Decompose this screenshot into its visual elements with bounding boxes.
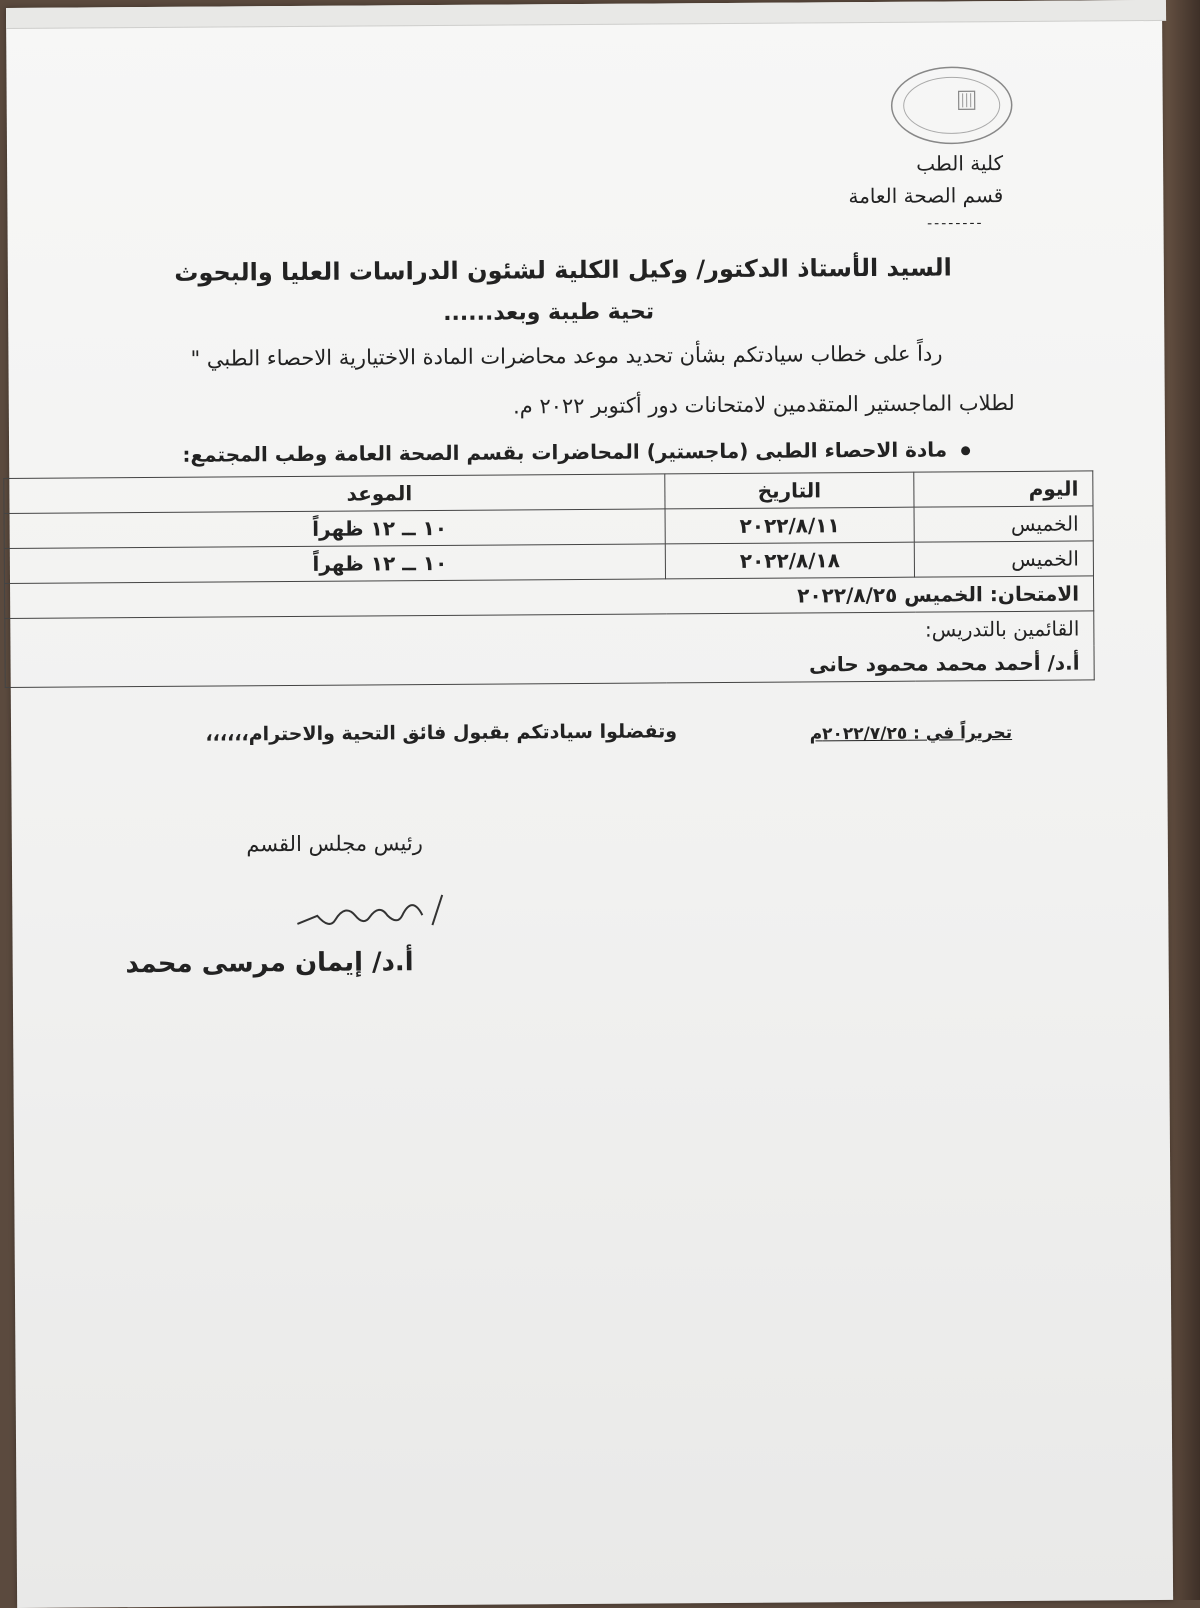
exam-date: الامتحان: الخميس ٢٠٢٢/٨/٢٥ xyxy=(5,576,1094,619)
header-day: اليوم xyxy=(914,471,1093,507)
faculty-logo-icon xyxy=(886,63,1017,148)
header-date: التاريخ xyxy=(665,472,914,509)
instructor-name: أ.د/ أحمد محمد محمود حانى xyxy=(5,645,1094,687)
course-bullet-text: مادة الاحصاء الطبى (ماجستير) المحاضرات بقسم الصحة العامة وطب المجتمع: xyxy=(182,437,947,466)
chair-title: رئيس مجلس القسم xyxy=(246,831,423,856)
course-bullet-item xyxy=(182,437,970,466)
chair-name: أ.د/ إيمان مرسى محمد xyxy=(125,947,413,979)
row-1-time-text: ١٠ ــ ١٢ ظهراً xyxy=(312,516,447,541)
row-1-time xyxy=(4,509,665,549)
row-2-time-text: ١٠ ــ ١٢ ظهراً xyxy=(312,551,447,576)
body-paragraph-2: لطلاب الماجستير المتقدمين لامتحانات دور أكتوبر ٢٠٢٢ م. xyxy=(513,391,1015,419)
header-separator: -------- xyxy=(927,215,984,231)
row-2-time xyxy=(4,544,665,584)
row-2-day: الخميس xyxy=(914,541,1093,577)
header-time xyxy=(4,474,665,514)
lecture-schedule-table xyxy=(3,470,1094,688)
handwritten-signature-icon xyxy=(282,885,452,936)
header-time-text: الموعد xyxy=(347,481,413,505)
instructor-name-row xyxy=(5,645,1094,687)
document-page xyxy=(6,0,1173,1608)
row-1-date: ٢٠٢٢/٨/١١ xyxy=(665,507,914,544)
written-date: تحريراً في : ٢٠٢٢/٧/٢٥م xyxy=(810,723,1013,744)
body-paragraph-1: رداً على خطاب سيادتكم بشأن تحديد موعد محاضرات المادة الاختيارية الاحصاء الطبي " xyxy=(190,341,942,370)
underlying-sheet-edge xyxy=(6,0,1166,29)
row-1-day: الخميس xyxy=(914,506,1093,542)
instructors-label: القائمين بالتدريس: xyxy=(5,611,1094,653)
closing-line: وتفضلوا سيادتكم بقبول فائق التحية والاحترام،،،،،، xyxy=(205,720,677,745)
addressee-line: السيد الأستاذ الدكتور/ وكيل الكلية لشئون الدراسات العليا والبحوث xyxy=(174,253,952,286)
greeting-line: تحية طيبة وبعد...... xyxy=(443,299,654,325)
faculty-name: كلية الطب xyxy=(916,151,1003,176)
row-2-date: ٢٠٢٢/٨/١٨ xyxy=(665,542,914,579)
bullet-icon xyxy=(961,446,970,455)
department-name: قسم الصحة العامة xyxy=(848,183,1003,208)
